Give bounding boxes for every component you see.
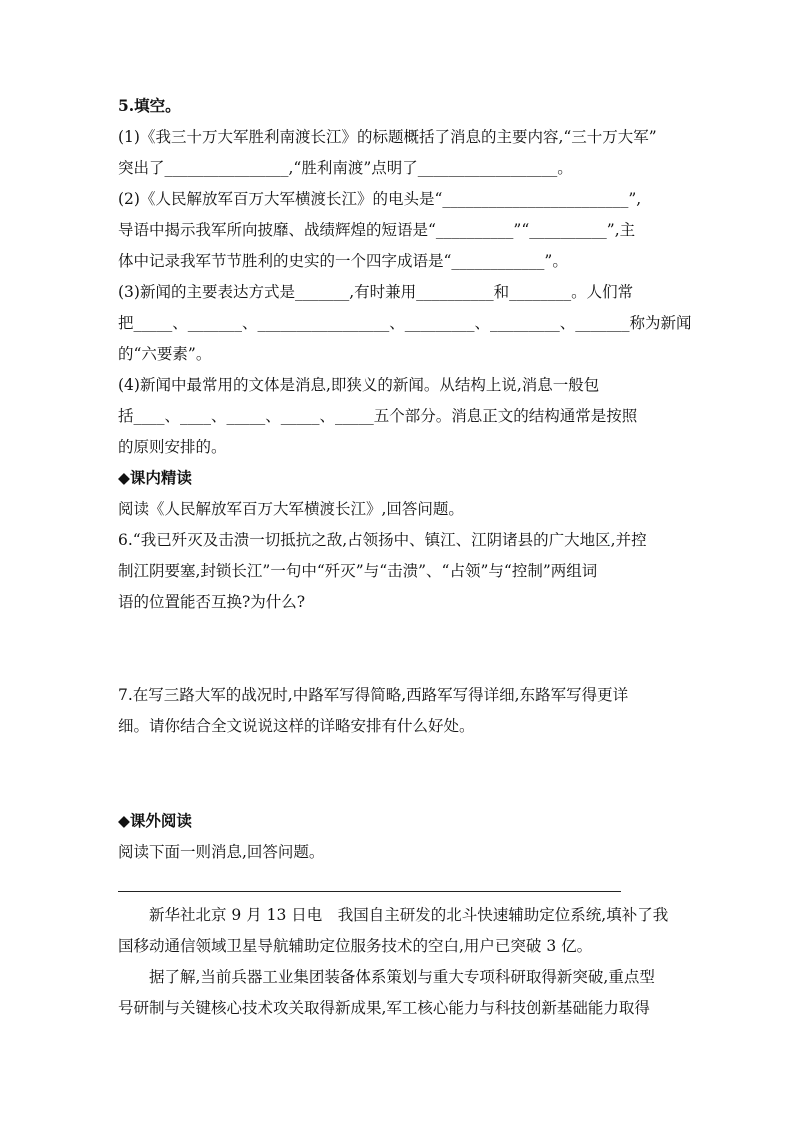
- q5-line-11: 的原则安排的。: [118, 438, 227, 456]
- section-heading-inclass: ◆课内精读: [118, 468, 192, 487]
- q5-line-2: 突出了________________,“胜利南渡”点明了__________________。: [118, 159, 573, 177]
- q5-line-9: (4)新闻中最常用的文体是消息,即狭义的新闻。从结构上说,消息一般包: [118, 376, 600, 394]
- article-line-3: 据了解,当前兵器工业集团装备体系策划与重大专项科研取得新突破,重点型: [149, 968, 655, 986]
- q5-line-6: (3)新闻的主要表达方式是_______,有时兼用__________和________。人们常: [118, 283, 634, 301]
- q5-line-7: 把_____、_______、_________________、_________、_________、_______称为新闻: [118, 314, 692, 332]
- article-line-4: 号研制与关键核心技术攻关取得新成果,军工核心能力与科技创新基础能力取得: [118, 999, 650, 1017]
- q7-line-1: 7.在写三路大军的战况时,中路军写得简略,西路军写得详细,东路军写得更详: [118, 686, 629, 704]
- q5-line-8: 的“六要素”。: [118, 345, 212, 363]
- section-heading-extra: ◆课外阅读: [118, 811, 192, 830]
- article-line-1: 新华社北京 9 月 13 日电 我国自主研发的北斗快速辅助定位系统,填补了我: [149, 906, 669, 924]
- divider-line: [118, 891, 621, 892]
- q7-line-2: 细。请你结合全文说说这样的详略安排有什么好处。: [118, 717, 475, 735]
- q5-line-5: 体中记录我军节节胜利的史实的一个四字成语是“____________”。: [118, 252, 568, 270]
- q6-line-1: 6.“我已歼灭及击溃一切抵抗之敌,占领扬中、镇江、江阴诸县的广大地区,并控: [118, 531, 647, 549]
- q5-line-3: (2)《人民解放军百万大军横渡长江》的电头是“________________________”,: [118, 190, 642, 208]
- article-line-2: 国移动通信领域卫星导航辅助定位服务技术的空白,用户已突破 3 亿。: [118, 937, 593, 955]
- section-intro-extra: 阅读下面一则消息,回答问题。: [118, 843, 325, 861]
- q6-line-3: 语的位置能否互换?为什么?: [118, 593, 306, 611]
- q6-line-2: 制江阴要塞,封锁长江”一句中“歼灭”与“击溃”、“占领”与“控制”两组词: [118, 562, 598, 580]
- q5-line-10: 括____、____、_____、_____、_____五个部分。消息正文的结构通常是按照: [118, 407, 638, 425]
- q5-title: 5.填空。: [118, 96, 181, 115]
- section-intro-inclass: 阅读《人民解放军百万大军横渡长江》,回答问题。: [118, 500, 464, 518]
- q5-line-1: (1)《我三十万大军胜利南渡长江》的标题概括了消息的主要内容,“三十万大军”: [118, 128, 657, 146]
- q5-line-4: 导语中揭示我军所向披靡、战绩辉煌的短语是“__________”“__________”,主: [118, 221, 636, 239]
